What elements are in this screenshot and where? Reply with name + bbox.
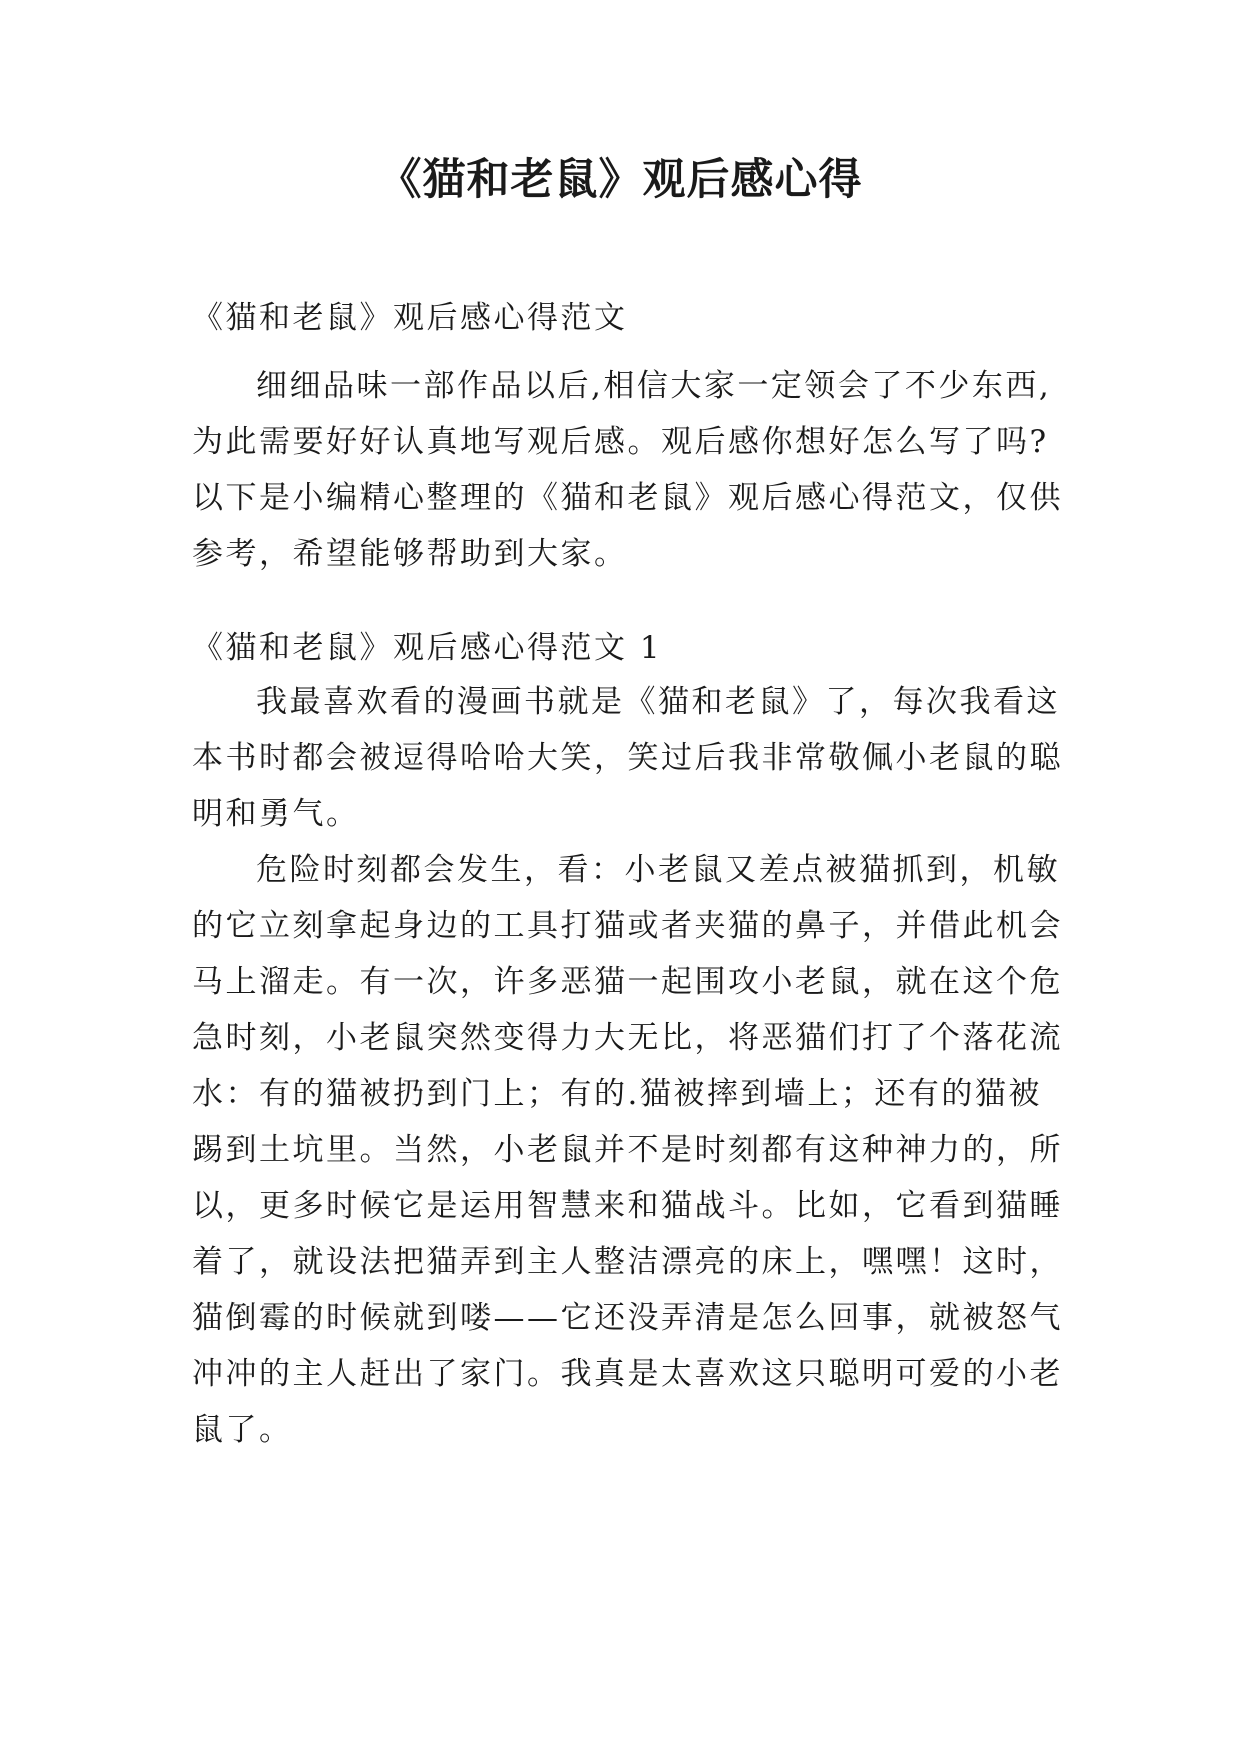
paragraph-line: 我最喜欢看的漫画书就是《猫和老鼠》了，每次我看这 [256, 684, 1060, 720]
document-subtitle: 《猫和老鼠》观后感心得范文 [192, 300, 628, 336]
document-title: 《猫和老鼠》观后感心得 [378, 155, 863, 205]
paragraph-line: 着了，就设法把猫弄到主人整洁漂亮的床上，嘿嘿！这时， [192, 1244, 1063, 1280]
paragraph-line: 急时刻，小老鼠突然变得力大无比，将恶猫们打了个落花流 [192, 1020, 1063, 1056]
paragraph-line: 的它立刻拿起身边的工具打猫或者夹猫的鼻子，并借此机会 [192, 908, 1063, 944]
paragraph-line: 马上溜走。有一次，许多恶猫一起围攻小老鼠，就在这个危 [192, 964, 1063, 1000]
paragraph-line: 明和勇气。 [192, 796, 360, 832]
intro-line: 细细品味一部作品以后,相信大家一定领会了不少东西, [256, 368, 1052, 404]
intro-line: 参考，希望能够帮助到大家。 [192, 536, 628, 572]
intro-line: 以下是小编精心整理的《猫和老鼠》观后感心得范文，仅供 [192, 480, 1063, 516]
section-heading: 《猫和老鼠》观后感心得范文 1 [192, 630, 663, 666]
paragraph-line: 踢到土坑里。当然，小老鼠并不是时刻都有这种神力的，所 [192, 1132, 1063, 1168]
paragraph-line: 鼠了。 [192, 1412, 293, 1448]
intro-line: 为此需要好好认真地写观后感。观后感你想好怎么写了吗? [192, 424, 1049, 460]
paragraph-line: 水：有的猫被扔到门上；有的.猫被摔到墙上；还有的猫被 [192, 1076, 1042, 1112]
paragraph-line: 猫倒霉的时候就到喽——它还没弄清是怎么回事，就被怒气 [192, 1300, 1063, 1336]
paragraph-line: 冲冲的主人赶出了家门。我真是太喜欢这只聪明可爱的小老 [192, 1356, 1063, 1392]
paragraph-line: 以，更多时候它是运用智慧来和猫战斗。比如，它看到猫睡 [192, 1188, 1063, 1224]
paragraph-line: 本书时都会被逗得哈哈大笑，笑过后我非常敬佩小老鼠的聪 [192, 740, 1063, 776]
paragraph-line: 危险时刻都会发生，看：小老鼠又差点被猫抓到，机敏 [256, 852, 1060, 888]
